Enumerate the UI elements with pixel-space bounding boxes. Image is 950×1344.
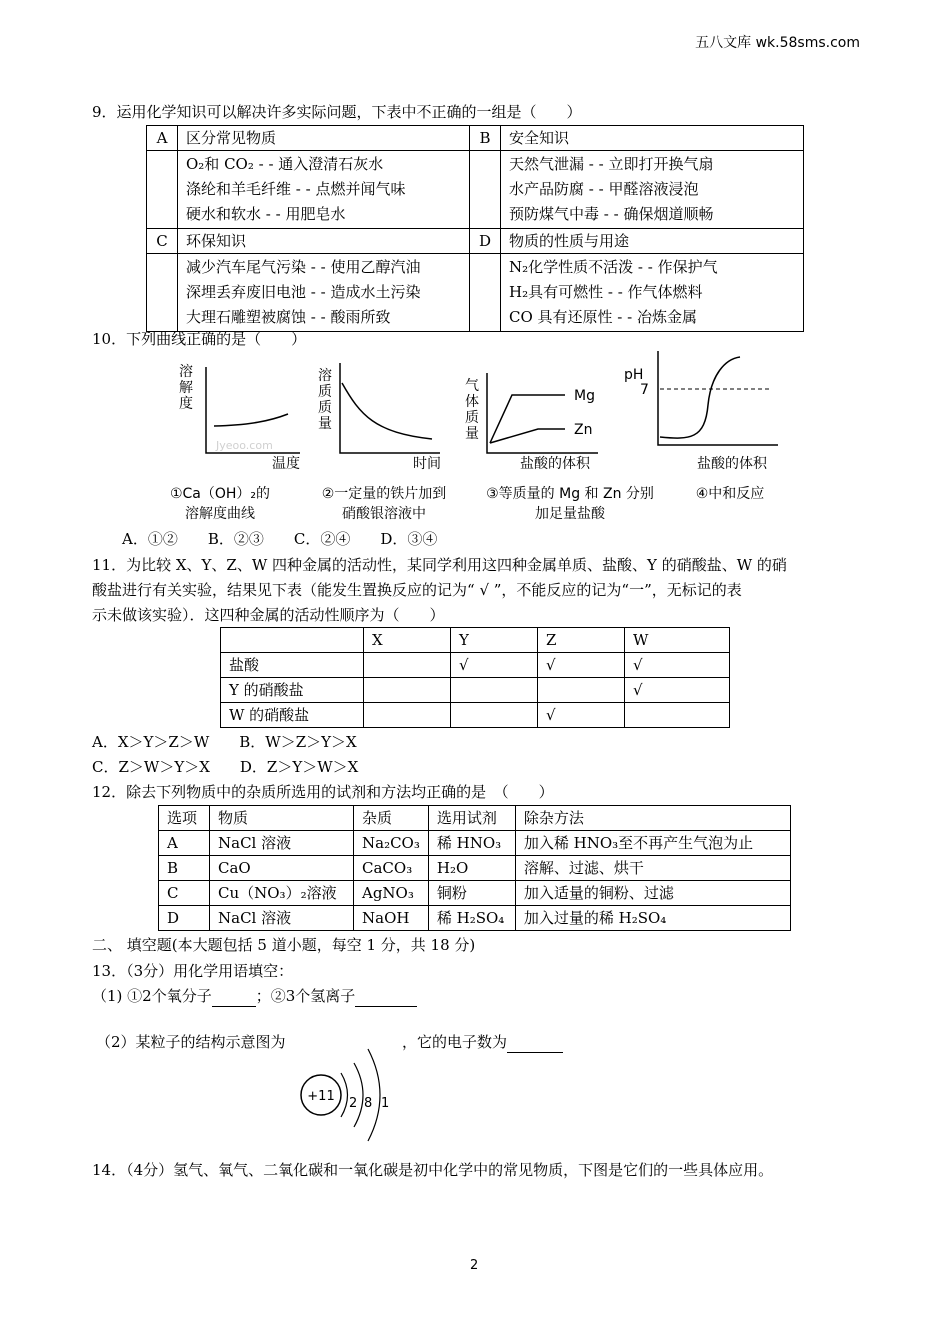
shell-2-electrons: 8 [364,1096,373,1111]
table-cell [451,678,538,703]
table-cell [451,703,538,728]
graph3-zn-line [490,429,565,443]
table-cell: A [159,831,210,856]
graph2-x-label: 时间 [413,456,441,472]
table-row [221,703,730,728]
table-cell: NaCl 溶液 [210,906,354,931]
graph3-caption: ③等质量的 Mg 和 Zn 分别 加足量盐酸 [486,486,654,522]
q11-options1: A．X＞Y＞Z＞W B．W＞Z＞Y＞X [92,733,357,751]
q9-b-label: B [470,126,501,151]
table-cell: NaCl 溶液 [210,831,354,856]
table-cell [364,703,451,728]
table-cell: 加入过量的稀 H₂SO₄ [515,906,790,931]
table-cell: 选项 [159,806,210,831]
q11-table [220,627,730,728]
q10-options: A．①② B．②③ C．②④ D．③④ [122,530,438,548]
answer-blank-1[interactable] [212,986,256,1007]
table-cell [364,653,451,678]
table-cell: D [159,906,210,931]
graph3-mg-line [490,395,565,443]
table-cell: √ [451,653,538,678]
answer-blank-3[interactable] [507,1032,563,1053]
q9-a-label: A [147,126,178,151]
graph4-ph7-tick: 7 [640,382,649,398]
table-row [159,906,791,931]
q11-line3: 示未做该实验）．这四种金属的活动性顺序为（ ） [92,606,445,624]
table-cell: Z [538,628,625,653]
table-cell: Na₂CO₃ [354,831,429,856]
section2-title: 二、 填空题(本大题包括 5 道小题，每空 1 分，共 18 分) [92,936,476,954]
table-cell: W [625,628,730,653]
table-cell: H₂O [428,856,515,881]
table-cell: 溶解、过滤、烘干 [515,856,790,881]
q9-a-title: 区分常见物质 [178,126,470,151]
table-cell: NaOH [354,906,429,931]
atom-structure-diagram [296,1045,406,1145]
table-cell [470,254,501,332]
table-cell: B [159,856,210,881]
table-cell: CaO [210,856,354,881]
page-number: 2 [470,1258,479,1273]
graph1-y-label: 溶 解 度 [179,364,193,412]
table-cell: 除杂方法 [515,806,790,831]
graph4-curve [660,357,740,438]
table-cell: 盐酸 [221,653,364,678]
shell-3-electrons: 1 [381,1096,390,1111]
q9-d-title: 物质的性质与用途 [501,229,804,254]
q13-part1: （1) ①2个氧分子 ；②3个氢离子 [92,986,417,1007]
q13-part2-label: （2）某粒子的结构示意图为 [96,1033,286,1051]
table-cell [625,703,730,728]
graph3-zn-label: Zn [574,422,593,438]
nucleus-charge: +11 [307,1089,335,1104]
q10-stem: 10．下列曲线正确的是（ ） [92,330,307,348]
table-row [159,881,791,906]
graph3-x-label: 盐酸的体积 [520,456,590,472]
graph2-caption: ②一定量的铁片加到 硝酸银溶液中 [321,486,447,522]
table-cell: W 的硝酸盐 [221,703,364,728]
table-cell: AgNO₃ [354,881,429,906]
table-row [221,678,730,703]
shell-1-electrons: 2 [349,1096,358,1111]
q9-c-items: 减少汽车尾气污染 - - 使用乙醇汽油 深埋丢弃废旧电池 - - 造成水土污染 大理石雕塑被腐蚀 - - 酸雨所致 [178,254,470,332]
table-cell: X [364,628,451,653]
table-cell: √ [538,653,625,678]
table-cell: CaCO₃ [354,856,429,881]
q9-stem: 9．运用化学知识可以解决许多实际问题，下表中不正确的一组是（ ） [92,103,582,121]
table-cell: 加入适量的铜粉、过滤 [515,881,790,906]
q11-line1: 11．为比较 X、Y、Z、W 四种金属的活动性，某同学利用这四种金属单质、盐酸、Y 的硝酸盐、W 的硝 [92,556,787,574]
table-cell [470,151,501,229]
q9-b-items: 天然气泄漏 - - 立即打开换气扇 水产品防腐 - - 甲醛溶液浸泡 预防煤气中毒 - - 确保烟道顺畅 [501,151,804,229]
table-cell: C [159,881,210,906]
table-cell: Y 的硝酸盐 [221,678,364,703]
table-cell: 稀 H₂SO₄ [428,906,515,931]
q11-line2: 酸盐进行有关实验，结果见下表（能发生置换反应的记为“ √ ”，不能反应的记为“一”，无标记的表 [92,581,742,599]
q9-c-title: 环保知识 [178,229,470,254]
table-cell [221,628,364,653]
q12-stem: 12．除去下列物质中的杂质所选用的试剂和方法均正确的是 （ ） [92,783,554,801]
graph3-mg-label: Mg [574,388,595,404]
q13-stem: 13．（3分）用化学用语填空： [92,962,294,980]
q9-b-title: 安全知识 [501,126,804,151]
q12-table [158,805,791,931]
shell-2 [354,1063,363,1127]
graph1-caption: ①Ca（OH）₂的 溶解度曲线 [169,486,271,522]
graph1-curve [214,414,288,426]
table-cell: 铜粉 [428,881,515,906]
graph1-watermark: Jyeoo.com [216,439,273,452]
graph4-ph-label: pH [624,367,644,383]
answer-blank-2[interactable] [355,986,417,1007]
shell-3 [368,1049,380,1141]
table-cell: 加入稀 HNO₃至不再产生气泡为止 [515,831,790,856]
table-cell: 选用试剂 [428,806,515,831]
q11-options2: C．Z＞W＞Y＞X D．Z＞Y＞W＞X [92,758,359,776]
graph2-curve [342,383,432,439]
graph4-x-label: 盐酸的体积 [697,456,767,472]
table-row [159,831,791,856]
table-cell: √ [625,678,730,703]
table-cell: √ [538,703,625,728]
table-cell [538,678,625,703]
graph1-x-label: 温度 [272,456,300,472]
site-header: 五八文库 wk.58sms.com [695,35,860,51]
table-cell: 物质 [210,806,354,831]
q9-c-label: C [147,229,178,254]
table-cell [147,151,178,229]
table-cell [147,254,178,332]
q9-table [146,125,804,332]
table-cell: Cu（NO₃）₂溶液 [210,881,354,906]
table-cell: 杂质 [354,806,429,831]
graph2-y-label: 溶 质 质 量 [318,368,332,432]
graph2-axes [340,363,440,453]
table-row [221,653,730,678]
q9-d-label: D [470,229,501,254]
q14-stem: 14．（4分）氢气、氧气、二氧化碳和一氧化碳是初中化学中的常见物质，下图是它们的一些具体应用。 [92,1161,774,1179]
table-row [159,856,791,881]
shell-1 [341,1073,348,1117]
table-cell: 稀 HNO₃ [428,831,515,856]
table-cell: Y [451,628,538,653]
q13-part2-electrons: ，它的电子数为 [402,1032,563,1053]
graph4-caption: ④中和反应 [695,486,765,502]
graph4-axes [658,351,778,445]
graph3-y-label: 气 体 质 量 [465,378,479,442]
q9-a-items: O₂和 CO₂ - - 通入澄清石灰水 涤纶和羊毛纤维 - - 点燃并闻气味 硬水和软水 - - 用肥皂水 [178,151,470,229]
table-cell [364,678,451,703]
table-cell: √ [625,653,730,678]
q9-d-items: N₂化学性质不活泼 - - 作保护气 H₂具有可燃性 - - 作气体燃料 CO 具有还原性 - - 冶炼金属 [501,254,804,332]
